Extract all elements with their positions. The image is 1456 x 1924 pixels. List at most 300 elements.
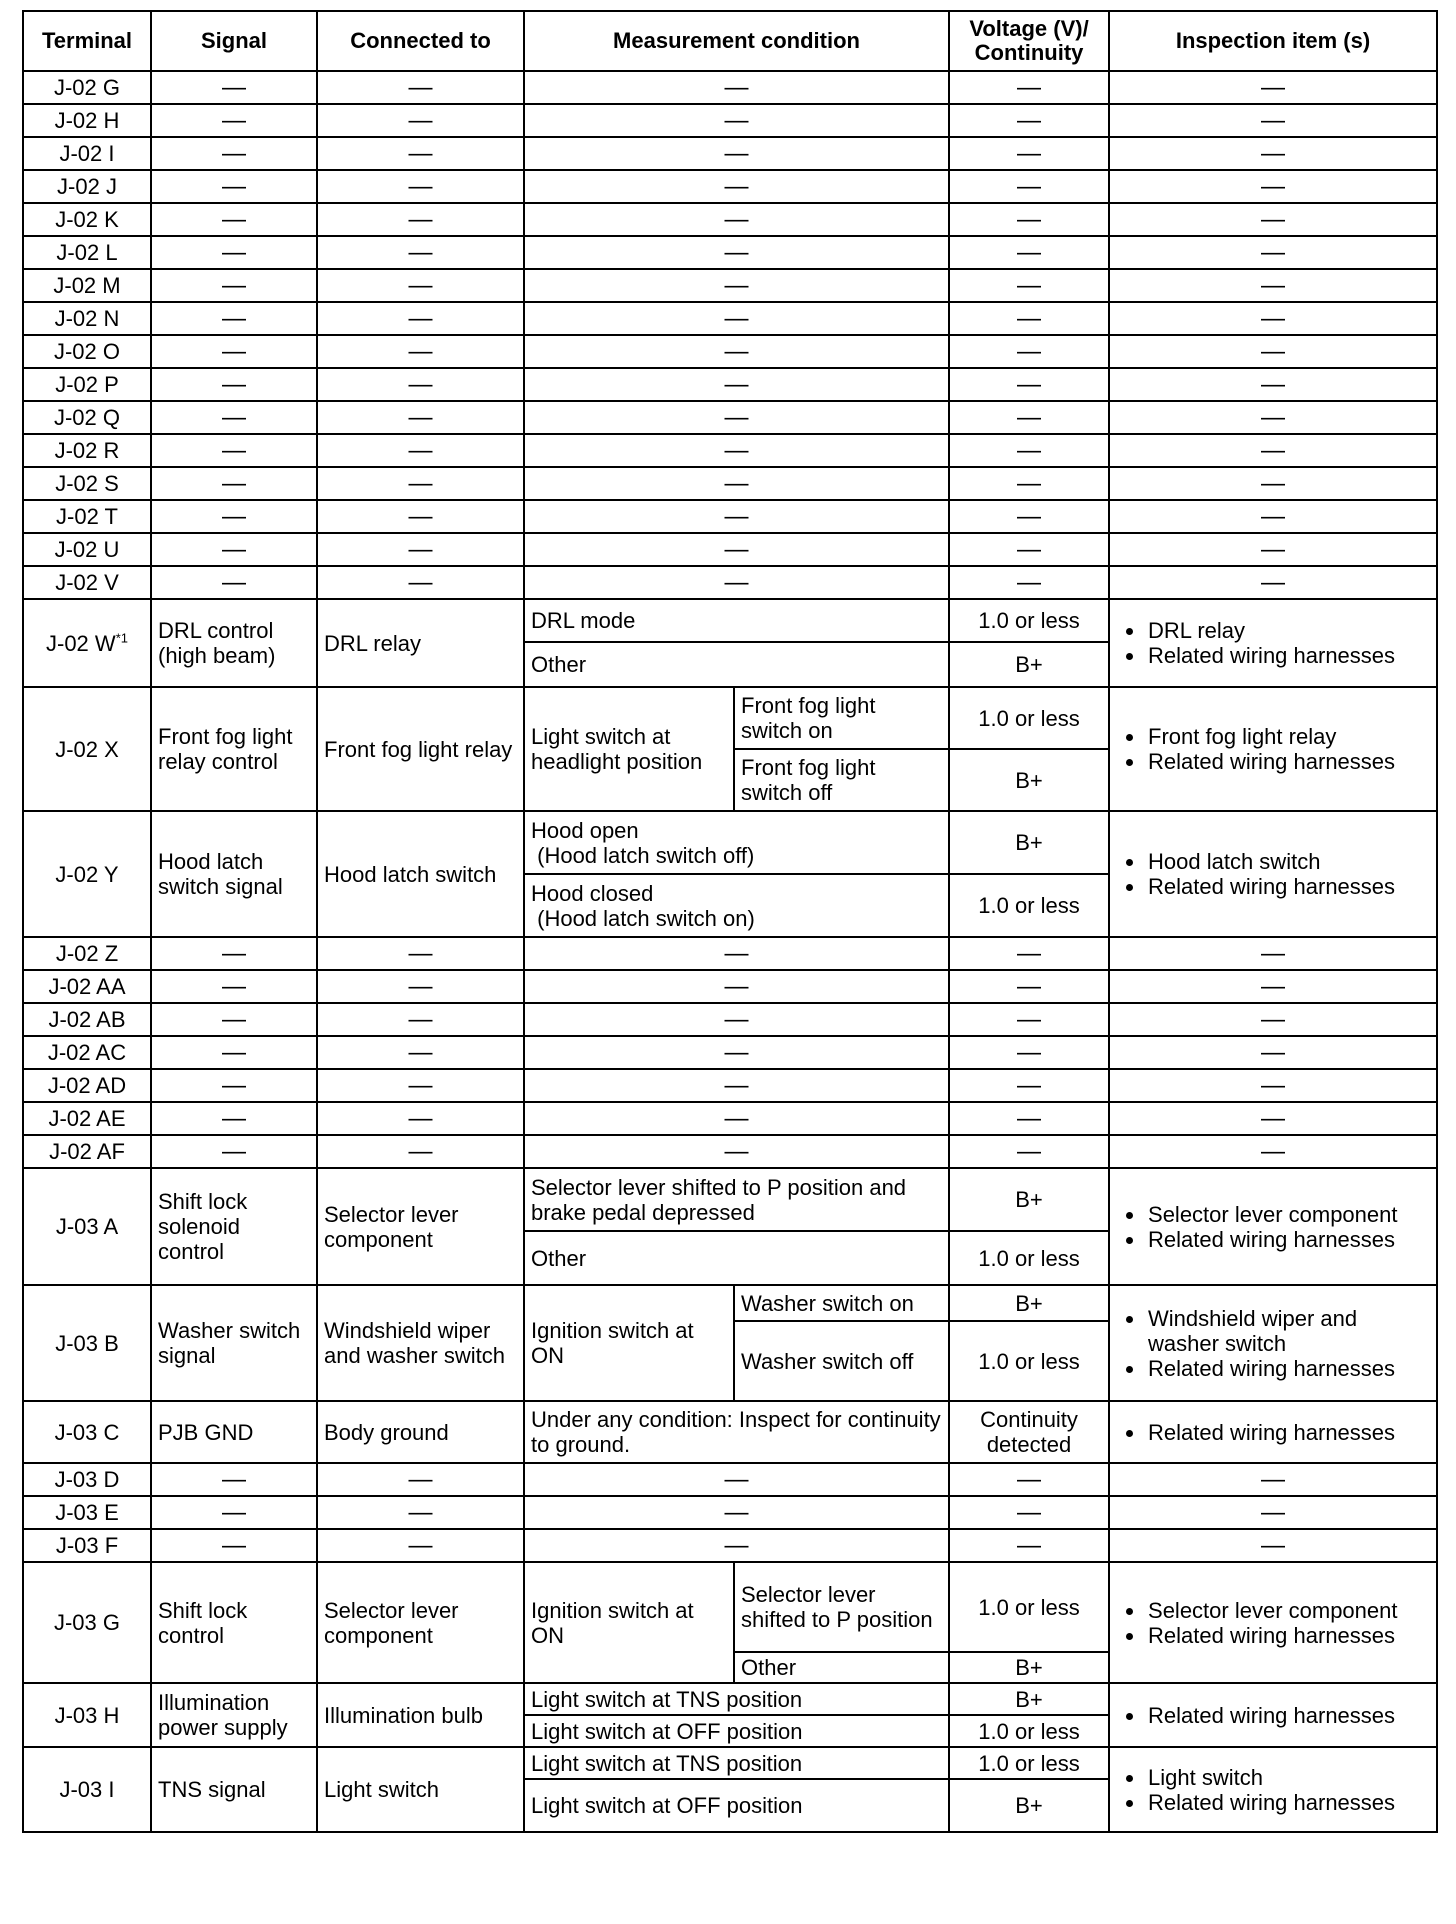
voltage-cell: B+ — [949, 1285, 1109, 1321]
voltage-cell: — — [949, 104, 1109, 137]
condition-cell: DRL mode — [524, 599, 949, 642]
sub-condition-cell: Washer switch on — [734, 1285, 949, 1321]
connected-cell: — — [317, 970, 524, 1003]
terminal-cell: J-02 S — [23, 467, 151, 500]
voltage-cell: — — [949, 1529, 1109, 1562]
voltage-cell: B+ — [949, 642, 1109, 687]
row-group-j02y — [23, 811, 1437, 937]
terminal-cell: J-02 U — [23, 533, 151, 566]
table-row — [23, 203, 1437, 236]
signal-cell: DRL control (high beam) — [151, 599, 317, 687]
signal-cell: Washer switch signal — [151, 1285, 317, 1401]
table-row — [23, 467, 1437, 500]
condition-cell: — — [524, 533, 949, 566]
inspection-list — [1116, 849, 1430, 899]
condition-cell: Light switch at TNS position — [524, 1747, 949, 1779]
condition-cell: — — [524, 104, 949, 137]
table-row — [23, 1003, 1437, 1036]
signal-cell: — — [151, 1463, 317, 1496]
inspection-list — [1116, 1202, 1430, 1252]
inspection-cell: — — [1109, 1069, 1437, 1102]
table-row — [23, 137, 1437, 170]
signal-cell: — — [151, 970, 317, 1003]
signal-cell: — — [151, 467, 317, 500]
condition-cell: Light switch at headlight position — [524, 687, 734, 811]
inspection-item: • Related wiring harnesses — [1146, 749, 1430, 774]
table-row — [23, 937, 1437, 970]
condition-cell: — — [524, 500, 949, 533]
condition-cell: Light switch at OFF position — [524, 1715, 949, 1747]
condition-cell: — — [524, 236, 949, 269]
signal-cell: Front fog light relay control — [151, 687, 317, 811]
signal-cell: — — [151, 302, 317, 335]
terminal-cell: J-02 AB — [23, 1003, 151, 1036]
voltage-cell: — — [949, 302, 1109, 335]
signal-cell: — — [151, 1036, 317, 1069]
terminal-cell: J-02 N — [23, 302, 151, 335]
inspection-item: • Selector lever component — [1146, 1202, 1430, 1227]
condition-line: Hood open — [531, 817, 639, 843]
voltage-cell: 1.0 or less — [949, 874, 1109, 937]
table-row — [23, 1036, 1437, 1069]
condition-cell: — — [524, 368, 949, 401]
condition-cell: — — [524, 467, 949, 500]
condition-cell — [524, 811, 949, 874]
terminal-cell: J-02 X — [23, 687, 151, 811]
condition-line: (Hood latch switch on) — [537, 905, 755, 931]
terminal-cell: J-02 T — [23, 500, 151, 533]
inspection-item: • Related wiring harnesses — [1146, 643, 1430, 668]
inspection-item: • DRL relay — [1146, 618, 1430, 643]
inspection-item: • Front fog light relay — [1146, 724, 1430, 749]
condition-cell: — — [524, 970, 949, 1003]
voltage-cell: 1.0 or less — [949, 687, 1109, 749]
connected-cell: Body ground — [317, 1401, 524, 1463]
condition-cell: — — [524, 1496, 949, 1529]
inspection-cell — [1109, 1562, 1437, 1683]
table-row — [23, 1747, 1437, 1779]
connected-cell: Front fog light relay — [317, 687, 524, 811]
header-voltage-line2: Continuity — [974, 40, 1084, 65]
table-row — [23, 533, 1437, 566]
connected-cell: Windshield wiper and washer switch — [317, 1285, 524, 1401]
table-row — [23, 434, 1437, 467]
terminal-cell: J-02 AA — [23, 970, 151, 1003]
table-row — [23, 269, 1437, 302]
condition-cell: — — [524, 1529, 949, 1562]
signal-cell: — — [151, 368, 317, 401]
condition-cell: Other — [524, 642, 949, 687]
table-row — [23, 811, 1437, 874]
inspection-list — [1116, 1420, 1430, 1445]
inspection-item: • Windshield wiper and washer switch — [1146, 1306, 1430, 1356]
voltage-cell: B+ — [949, 1779, 1109, 1832]
voltage-cell: — — [949, 1135, 1109, 1168]
header-voltage-line1: Voltage (V)/ — [969, 16, 1089, 41]
inspection-cell: — — [1109, 302, 1437, 335]
terminal-cell: J-03 C — [23, 1401, 151, 1463]
voltage-cell: — — [949, 1036, 1109, 1069]
voltage-cell: — — [949, 1069, 1109, 1102]
row-group-j02w — [23, 599, 1437, 687]
inspection-cell: — — [1109, 1036, 1437, 1069]
table-row — [23, 687, 1437, 749]
signal-cell: PJB GND — [151, 1401, 317, 1463]
connected-cell: Selector lever component — [317, 1562, 524, 1683]
table-row — [23, 1562, 1437, 1652]
voltage-cell: — — [949, 335, 1109, 368]
connected-cell: — — [317, 1102, 524, 1135]
terminal-cell — [23, 599, 151, 687]
connected-cell: — — [317, 1463, 524, 1496]
voltage-cell: B+ — [949, 1652, 1109, 1683]
terminal-cell: J-03 E — [23, 1496, 151, 1529]
inspection-cell: — — [1109, 1102, 1437, 1135]
connected-cell: — — [317, 335, 524, 368]
inspection-item: • Light switch — [1146, 1765, 1430, 1790]
inspection-cell — [1109, 1747, 1437, 1832]
header-signal: Signal — [151, 11, 317, 71]
inspection-item: • Related wiring harnesses — [1146, 1227, 1430, 1252]
connected-cell: — — [317, 269, 524, 302]
voltage-cell: B+ — [949, 749, 1109, 811]
terminal-cell: J-02 Y — [23, 811, 151, 937]
table-row — [23, 236, 1437, 269]
table-body-3 — [23, 1463, 1437, 1562]
terminal-cell: J-03 D — [23, 1463, 151, 1496]
table-row — [23, 368, 1437, 401]
inspection-cell — [1109, 1168, 1437, 1285]
condition-cell: — — [524, 1036, 949, 1069]
terminal-cell: J-02 J — [23, 170, 151, 203]
table-row — [23, 401, 1437, 434]
inspection-item: • Related wiring harnesses — [1146, 874, 1430, 899]
inspection-cell: — — [1109, 467, 1437, 500]
signal-cell: — — [151, 937, 317, 970]
inspection-cell — [1109, 1285, 1437, 1401]
inspection-cell: — — [1109, 970, 1437, 1003]
connected-cell: — — [317, 1529, 524, 1562]
condition-cell: — — [524, 401, 949, 434]
signal-cell: — — [151, 335, 317, 368]
voltage-cell: — — [949, 269, 1109, 302]
inspection-cell: — — [1109, 401, 1437, 434]
condition-cell: Light switch at OFF position — [524, 1779, 949, 1832]
voltage-cell: 1.0 or less — [949, 1747, 1109, 1779]
inspection-list — [1116, 1598, 1430, 1648]
voltage-cell: — — [949, 970, 1109, 1003]
inspection-cell: — — [1109, 335, 1437, 368]
voltage-cell: 1.0 or less — [949, 1562, 1109, 1652]
table-row — [23, 1168, 1437, 1231]
condition-cell: Light switch at TNS position — [524, 1683, 949, 1715]
connected-cell: — — [317, 533, 524, 566]
condition-cell: Selector lever shifted to P position and brake pedal depressed — [524, 1168, 949, 1231]
voltage-cell: — — [949, 937, 1109, 970]
voltage-cell: — — [949, 566, 1109, 599]
voltage-cell: — — [949, 170, 1109, 203]
terminal-cell: J-02 Q — [23, 401, 151, 434]
inspection-cell: — — [1109, 566, 1437, 599]
terminal-cell: J-03 G — [23, 1562, 151, 1683]
connected-cell: — — [317, 137, 524, 170]
voltage-cell: — — [949, 137, 1109, 170]
terminal-cell: J-02 H — [23, 104, 151, 137]
table-row — [23, 104, 1437, 137]
connected-cell: — — [317, 302, 524, 335]
terminal-cell: J-02 O — [23, 335, 151, 368]
table-row — [23, 1069, 1437, 1102]
terminal-cell: J-02 V — [23, 566, 151, 599]
row-group-j03g — [23, 1562, 1437, 1683]
condition-cell: Ignition switch at ON — [524, 1285, 734, 1401]
condition-cell: — — [524, 1003, 949, 1036]
connected-cell: — — [317, 1036, 524, 1069]
inspection-item: • Related wiring harnesses — [1146, 1420, 1430, 1445]
header-row — [23, 11, 1437, 71]
connected-cell: — — [317, 1003, 524, 1036]
sub-condition-cell: Other — [734, 1652, 949, 1683]
inspection-cell: — — [1109, 269, 1437, 302]
signal-cell: — — [151, 1135, 317, 1168]
inspection-cell: — — [1109, 71, 1437, 104]
inspection-item: • Selector lever component — [1146, 1598, 1430, 1623]
table-row — [23, 1135, 1437, 1168]
inspection-list — [1116, 1306, 1430, 1381]
inspection-cell: — — [1109, 434, 1437, 467]
header-terminal: Terminal — [23, 11, 151, 71]
voltage-cell: — — [949, 401, 1109, 434]
signal-cell: — — [151, 500, 317, 533]
voltage-cell: 1.0 or less — [949, 1715, 1109, 1747]
terminal-cell: J-02 K — [23, 203, 151, 236]
voltage-cell: — — [949, 71, 1109, 104]
sub-condition-cell: Front fog light switch on — [734, 687, 949, 749]
connected-cell: — — [317, 1496, 524, 1529]
table-row — [23, 1102, 1437, 1135]
signal-cell: TNS signal — [151, 1747, 317, 1832]
table-row — [23, 1285, 1437, 1321]
inspection-item: • Related wiring harnesses — [1146, 1356, 1430, 1381]
inspection-cell: — — [1109, 1003, 1437, 1036]
voltage-cell: Continuity detected — [949, 1401, 1109, 1463]
signal-cell: Hood latch switch signal — [151, 811, 317, 937]
row-group-j03b — [23, 1285, 1437, 1401]
voltage-cell: — — [949, 236, 1109, 269]
condition-cell: — — [524, 1069, 949, 1102]
inspection-cell: — — [1109, 1496, 1437, 1529]
inspection-cell: — — [1109, 1463, 1437, 1496]
signal-cell: — — [151, 1102, 317, 1135]
signal-cell: — — [151, 1496, 317, 1529]
sub-condition-cell: Selector lever shifted to P position — [734, 1562, 949, 1652]
connected-cell: — — [317, 104, 524, 137]
footnote-marker: *1 — [115, 630, 128, 646]
condition-cell: — — [524, 71, 949, 104]
terminal-cell: J-02 I — [23, 137, 151, 170]
row-group-j03a — [23, 1168, 1437, 1285]
condition-cell: — — [524, 302, 949, 335]
condition-cell — [524, 874, 949, 937]
condition-cell: — — [524, 203, 949, 236]
table-row — [23, 1401, 1437, 1463]
signal-cell: — — [151, 269, 317, 302]
voltage-cell: — — [949, 368, 1109, 401]
terminal-cell: J-02 AE — [23, 1102, 151, 1135]
terminal-label: J-02 W — [46, 630, 116, 656]
terminal-cell: J-02 P — [23, 368, 151, 401]
connected-cell: — — [317, 937, 524, 970]
inspection-cell: — — [1109, 937, 1437, 970]
signal-cell: — — [151, 1529, 317, 1562]
voltage-cell: B+ — [949, 811, 1109, 874]
table-row — [23, 1463, 1437, 1496]
sub-condition-cell: Front fog light switch off — [734, 749, 949, 811]
inspection-cell: — — [1109, 500, 1437, 533]
connected-cell: — — [317, 236, 524, 269]
connected-cell: — — [317, 368, 524, 401]
table-row — [23, 170, 1437, 203]
inspection-cell: — — [1109, 1135, 1437, 1168]
condition-line: (Hood latch switch off) — [537, 842, 755, 868]
signal-cell: — — [151, 566, 317, 599]
signal-cell: Illumination power supply — [151, 1683, 317, 1747]
inspection-cell — [1109, 687, 1437, 811]
connected-cell: — — [317, 71, 524, 104]
condition-cell: — — [524, 1102, 949, 1135]
connected-cell: — — [317, 500, 524, 533]
signal-cell: — — [151, 1069, 317, 1102]
terminal-cell: J-02 Z — [23, 937, 151, 970]
inspection-cell: — — [1109, 137, 1437, 170]
condition-cell: — — [524, 170, 949, 203]
table-body-2 — [23, 937, 1437, 1168]
signal-cell: — — [151, 104, 317, 137]
inspection-list — [1116, 1765, 1430, 1815]
connected-cell: — — [317, 1135, 524, 1168]
condition-cell: — — [524, 566, 949, 599]
table-body-1 — [23, 71, 1437, 599]
condition-cell: Ignition switch at ON — [524, 1562, 734, 1683]
connected-cell: — — [317, 1069, 524, 1102]
voltage-cell: — — [949, 1003, 1109, 1036]
inspection-cell — [1109, 811, 1437, 937]
table-row — [23, 599, 1437, 642]
connected-cell: — — [317, 434, 524, 467]
condition-cell: — — [524, 137, 949, 170]
connected-cell: — — [317, 467, 524, 500]
signal-cell: — — [151, 533, 317, 566]
inspection-item: • Related wiring harnesses — [1146, 1790, 1430, 1815]
connected-cell: — — [317, 401, 524, 434]
terminal-cell: J-03 I — [23, 1747, 151, 1832]
header-voltage — [949, 11, 1109, 71]
inspection-cell: — — [1109, 1529, 1437, 1562]
connected-cell: Light switch — [317, 1747, 524, 1832]
inspection-list — [1116, 1703, 1430, 1728]
voltage-cell: B+ — [949, 1683, 1109, 1715]
voltage-cell: — — [949, 500, 1109, 533]
row-group-j03h — [23, 1683, 1437, 1747]
signal-cell: — — [151, 1003, 317, 1036]
inspection-item: • Related wiring harnesses — [1146, 1623, 1430, 1648]
inspection-list — [1116, 724, 1430, 774]
row-group-j02x — [23, 687, 1437, 811]
inspection-cell: — — [1109, 170, 1437, 203]
voltage-cell: — — [949, 1496, 1109, 1529]
condition-cell: — — [524, 335, 949, 368]
inspection-cell: — — [1109, 236, 1437, 269]
signal-cell: Shift lock solenoid control — [151, 1168, 317, 1285]
voltage-cell: 1.0 or less — [949, 1231, 1109, 1285]
table-row — [23, 302, 1437, 335]
header-measurement-condition: Measurement condition — [524, 11, 949, 71]
condition-cell: — — [524, 1463, 949, 1496]
voltage-cell: 1.0 or less — [949, 1321, 1109, 1401]
signal-cell: — — [151, 71, 317, 104]
terminal-cell: J-03 B — [23, 1285, 151, 1401]
condition-cell: — — [524, 1135, 949, 1168]
condition-cell: Other — [524, 1231, 949, 1285]
signal-cell: Shift lock control — [151, 1562, 317, 1683]
connected-cell: Hood latch switch — [317, 811, 524, 937]
voltage-cell: — — [949, 467, 1109, 500]
signal-cell: — — [151, 203, 317, 236]
terminal-cell: J-02 M — [23, 269, 151, 302]
table-row — [23, 566, 1437, 599]
inspection-cell: — — [1109, 533, 1437, 566]
row-group-j03c — [23, 1401, 1437, 1463]
inspection-item: • Hood latch switch — [1146, 849, 1430, 874]
condition-cell: Under any condition: Inspect for continuity to ground. — [524, 1401, 949, 1463]
header-connected-to: Connected to — [317, 11, 524, 71]
terminal-cell: J-02 AD — [23, 1069, 151, 1102]
sub-condition-cell: Washer switch off — [734, 1321, 949, 1401]
inspection-cell — [1109, 1401, 1437, 1463]
inspection-list — [1116, 618, 1430, 668]
table-row — [23, 1529, 1437, 1562]
condition-cell: — — [524, 434, 949, 467]
terminal-inspection-table — [22, 10, 1438, 1833]
voltage-cell: — — [949, 533, 1109, 566]
connected-cell: Selector lever component — [317, 1168, 524, 1285]
terminal-cell: J-02 R — [23, 434, 151, 467]
signal-cell: — — [151, 137, 317, 170]
terminal-cell: J-03 F — [23, 1529, 151, 1562]
inspection-item: • Related wiring harnesses — [1146, 1703, 1430, 1728]
table-row — [23, 1683, 1437, 1715]
terminal-cell: J-03 H — [23, 1683, 151, 1747]
terminal-cell: J-02 G — [23, 71, 151, 104]
signal-cell: — — [151, 434, 317, 467]
connected-cell: Illumination bulb — [317, 1683, 524, 1747]
signal-cell: — — [151, 236, 317, 269]
terminal-cell: J-02 AF — [23, 1135, 151, 1168]
table-row — [23, 335, 1437, 368]
inspection-cell: — — [1109, 368, 1437, 401]
inspection-cell — [1109, 599, 1437, 687]
header-inspection-items: Inspection item (s) — [1109, 11, 1437, 71]
connected-cell: — — [317, 566, 524, 599]
voltage-cell: B+ — [949, 1168, 1109, 1231]
signal-cell: — — [151, 170, 317, 203]
voltage-cell: 1.0 or less — [949, 599, 1109, 642]
terminal-cell: J-03 A — [23, 1168, 151, 1285]
condition-cell: — — [524, 269, 949, 302]
signal-cell: — — [151, 401, 317, 434]
condition-line: Hood closed — [531, 880, 654, 906]
inspection-cell — [1109, 1683, 1437, 1747]
